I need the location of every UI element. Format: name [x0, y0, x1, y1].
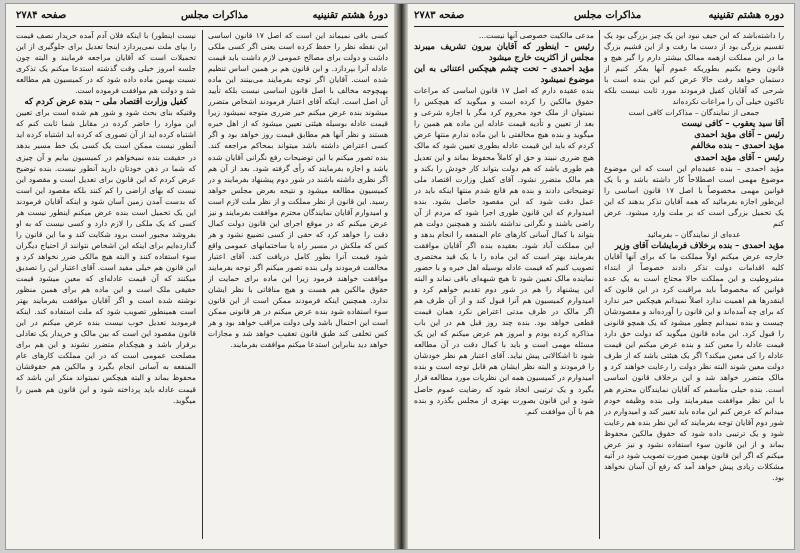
left-page-running-title: مذاکرات مجلس [181, 10, 249, 21]
right-col2-text-2: بنده عقیده دارم که اصل ۱۷ قانون اساسی که مراعات حقوق مالکین را کرده است و میگوید که هیچکس را نمیتوان از ملک خود محروم کرد مگر با اجازه شرعی و بعد از تعیین و تأدیه قیمت عادله این ماده هم همین را میگوید و بنده هیچ مخالفتی با این ماده ندارم منتها عرض کردم که باید این قیمت عادله بطوری تعیین شود که مالک هیچ ضرری نبیند و حق او کاملاً محفوظ بماند و این تعدیل هم طوری باشد که هم دولت بتواند کار خودش را بکند و هم مالک متضرر نشود. آقای کفیل وزارت اقتصاد ملی توضیحاتی دادند و بنده هم قانع شدم منتها اینکه باید در عمل دقت شود که این مقصود حاصل بشود. بنده امیدوارم که این قانون طوری اجرا شود که مردم از آن راضی باشند و نگرانی نداشته باشند و همچنین دولت هم بتواند با کمال آسانی کارهای عام المنفعه را انجام بدهد و این مملکت آباد شود. بعقیده بنده اگر آقایان موافقت بفرمایند بهتر است که این ماده را با یک قید مختصری تصویب کنیم که قیمت عادله بوسیله اهل خبره و با حضور نماینده مالک تعیین شود تا هیچ شبهه‌ای باقی نماند و البته این پیشنهاد را هم در شور دوم تقدیم خواهم کرد و امیدوارم کمیسیون هم آنرا قبول کند و از آن طرف هم اگر مالک در ظرف مدتی اعتراض نکرد همان قیمت قطعی خواهد بود. بنده چند روز قبل هم در این باب مذاکره کرده بودم و امروز هم عرض میکنم که این یک مسئله مهمی است و باید با کمال دقت در آن مطالعه شود تا اشکالاتی پیش نیاید. آقای اعتبار هم نظر خودشان را فرمودند و البته نظر ایشان هم قابل توجه است و بنده امیدوارم در کمیسیون همه این نظریات مورد مطالعه قرار بگیرد و یک ترتیبی اتخاذ شود که رضایت عموم حاصل شود و این قانون بصورت بهتری از مجلس بگذرد و بنده هم با آن موافقت کنم. [414, 86, 594, 416]
left-page-number: صفحه ۲۷۸۴ [16, 10, 67, 21]
right-page-column-2 [414, 30, 594, 543]
left-page [6, 4, 398, 549]
left-page-header [16, 10, 388, 27]
right-page-number: صفحه ۲۷۸۳ [414, 10, 465, 21]
left-page-column-1 [208, 30, 388, 543]
column-divider [599, 30, 600, 539]
speaker-heading: رئیس – اینطور که آقایان بیرون تشریف میبرند مجلس از اکثریت خارج میشود [414, 41, 594, 63]
right-col1-text: را داشته‌باشد که این حیف نبود این یک چیز بزرگی بود یک تقسیم بزرگی بود از دست ما رفت و از این قشیم بزرگ ما در این مملکت ازهمه ممالک بیشتر دارم را گیر هیچ و قانون وضع بکنیم بطوریکه عموم آنها بفکر کنیم از دستمان خواهد رفت حالا عرض کنم این بنده است با شرحی که آقایان کفیل فرمودند مورد ثابت نیست بلکه تاکنون خیلی آن را مراعات نکرده‌اند [604, 31, 784, 107]
speaker-heading: مؤید احمدی – بنده مخالفم [690, 140, 784, 151]
right-col1-text-5: خارجه عرض میکنم اولاً مملکت ما که برای آنها آقایان کلیه اقدامات دولت تذکر دادند خصوصاً از ابتداء مشروطیت و این مملکت حالا محتاج است به یک عده قوانین که مخصوصاً باید مراقبت کرد در این قانون که اینقدرها هم اهمیت ندارد اصلاً نمیدانم هیچکس خبر ندارد که برای چه آمده‌اند و این قانون را آورده‌اند و مقصودشان چیست و بنده نمیدانم چطور میشود که یک همچو قانونی را قبول کرد. این ماده قانون میگوید که دولت حق دارد قیمت عادله را معین کند و بنده عرض میکنم این قیمت عادله را کی معین میکند؟ اگر یک هیئتی باشد که از طرف دولت معین شوند البته نظر دولت را رعایت خواهند کرد و مالک متضرر خواهد شد و این برخلاف قانون اساسی است. بنده خیلی متأسفم که آقایان نمایندگان محترم هم با این نظر موافقت میفرمایند ولی بنده وظیفه خودم میدانم که عرض کنم این ماده باید تغییر کند و امیدوارم در شور دوم آقایان توجه بفرمایند که این نظر بنده هم رعایت شود و یک ترتیبی داده شود که حقوق مالکین محفوظ بماند و از این قانون سوء استفاده نشود و نیز عرض میکنم که اگر این قانون بهمین صورت تصویب شود در آتیه مشکلات زیادی پیش خواهد آمد که رفع آن آسان نخواهد بود. [604, 251, 784, 482]
speaker-heading: مؤید احمدی – تحت چشم هیچکس اعتنائی به این موضوع نمیشود [414, 63, 594, 85]
speaker-heading: رئیس – آقای مؤید احمدی [694, 151, 784, 162]
right-col1-text-4: مؤید احمدی – بنده عقیده‌ام این است که این موضوع موضوع مهمی است اصطلاحاً کار داشته باشد و با یک قوانین مهمی مخصوصاً با اصل ۱۷ قانون اساسی را این‌طور اجازه بفرمائید که همه آقایان تذکر بدهند که این یک تحمیل بزرگی است که بر ملت وارد میشود. عرض کنم [604, 163, 784, 228]
right-col1-text-2: جمعی از نمایندگان – مذاکرات کافی است [628, 108, 760, 118]
speaker-heading: مؤید احمدی – بنده برخلاف فرمایشات آقای وزیر [614, 239, 784, 250]
left-col2-text-2: وقتیکه بنای بحث شود و شور هم شده است برای تعیین این موارد را حاضر کرده در مقابل شما ثابت کنم که اشتباه کرده اید از آن تصوری که کرده اید اشتباه کرده اید آنطور نیست ممکن است یک کسی یک خط مسیر بدهد در حقیقت بنده نمیخواهم در کمیسیون بیایم و آن چیزی که شما در ذهن خودتان دارید آنطور نیست. بنده توضیح عرض کردم که این قانون برای تعدیل است و مقصود این نیست که بهای اراضی را کم کنند بلکه مقصود این است که بدست آمدن زمین آسان شود و اینکه آقایان فرمودند این یک تحمیل است بنده عرض میکنم اینطور نیست هر کسی که یک ملکی را لازم دارد و کسی نیست که به او بفروشد مجبور است برود شکایت کند و ما این قانون را گذارده‌ایم برای اینکه این اشخاص نتوانند از احتیاج دیگران سوء استفاده کنند و البته هیچ مالکی ضرر نخواهد کرد و این قانون هم خیلی مفید است. آقای اعتبار این را تصدیق میکنند که آن قیمت عادله‌ای که معین میشود قیمت حقیقی ملک است و این ماده هم برای همین منظور نوشته شده است و اگر آقایان موافقت بفرمایند بهتر است همینطور تصویب شود که ملت استفاده کند. اینکه فرمودید تعدیل خوب نیست بنده عرض میکنم در این قانون مقصود این است که بین مالک و خریدار یک تعادلی برقرار باشد و هیچکدام متضرر نشوند و این هم برای مصلحت عمومی است که در این مملکت کارهای عام المنفعه به آسانی انجام بگیرد و مالکین هم حقوقشان محفوظ بماند و البته هیچکس نمیتواند منکر این باشد که قیمت عادله باید پرداخته شود و این قانون هم همین را میگوید. [16, 108, 196, 405]
left-page-session: دورهٔ هشتم تقنینیه [312, 10, 388, 21]
right-page-column-1 [604, 30, 784, 543]
speaker-heading: رئیس – آقای مؤید احمدی [694, 129, 784, 140]
column-divider [202, 30, 203, 539]
right-col2-text: مدعی مالکیت خصوصی آنها نیست... [478, 31, 594, 40]
left-col1-text: کسی باقی نمیماند این است که اصل ۱۷ قانون اساسی این نقطه نظر را حفظ کرده است یعنی اگر کسی ملکی داشت و دولت برای مصالح عمومی لازم داشت باید قیمت عادله آنرا بپردازد. و این قانون هم بر همین اساس تنظیم شده است. آقایان اگر توجه بفرمایند می‌بینند این ماده بهیچوجه مخالف با اصل قانون اساسی نیست بلکه تأیید آن اصل است. اینکه آقای اعتبار فرمودند اشخاص متضرر میشوند بنده عرض میکنم خیر ضرری متوجه نمیشود زیرا قیمت عادله بوسیله هیئتی تعیین میشود که از اهل خبره هستند و نظر آنها هم مطابق قیمت روز خواهد بود و اگر کسی اعتراض داشته باشد میتواند بمحاکم مراجعه کند. بنده تصور میکنم با این توضیحات رفع نگرانی آقایان شده باشد و اجازه بفرمایند که رأی گرفته شود. بعد از آن هم اگر نظری داشته باشند در شور دوم پیشنهاد بفرمایند و در کمیسیون مطالعه میشود و نتیجه بعرض مجلس خواهد رسید. این قانون از نظر مملکت و از نظر ملت لازم است و امیدوارم آقایان نمایندگان محترم موافقت بفرمایند و نیز عرض میکنم که در موقع اجرای این قانون دولت کمال دقت را خواهد کرد که حقی از کسی تضییع نشود و هر کس که ملکش در مسیر راه یا ساختمانهای عمومی واقع شود قیمت آنرا بطور کامل دریافت کند. آقای اعتبار مخالفت فرمودند ولی بنده تصور میکنم اگر توجه بفرمایند موافقت خواهند فرمود زیرا این ماده برای حمایت از حقوق مالکین هم هست و هیچ منافاتی با نظر ایشان ندارد. همچنین اینکه فرمودند ممکن است از این قانون سوء استفاده شود بنده عرض میکنم در هر قانونی ممکن است این احتمال باشد ولی دولت مراقب خواهد بود و هر کس تخلفی کند طبق قانون تعقیب خواهد شد و مجازات خواهد دید بنابراین استدعا میکنم موافقت بفرمایند. [208, 31, 388, 350]
right-col1-aside: عده‌ای از نمایندگان – بفرمائید [647, 229, 741, 239]
right-page-session: دوره هشتم تقنینیه [708, 10, 784, 21]
right-page [404, 4, 794, 549]
speaker-heading: کفیل وزارت اقتصاد ملی – بنده عرض کردم که [24, 96, 188, 107]
left-col2-text: نیست اینطور) با اینکه فلان آدم آمده خریدار نصف قیمت را بپای ملت نمی‌پردازد اینجا تعدیل برای جلوگیری از این تحمیلات است که آقایان مراجعه فرمایند و البته چون جلسه امروز خیلی وقت گذشته استدعا میکنم یک تذکری نسبت بهمین ماده داده شود که در کمیسیون هم مطالعه شد و دولت هم موافقت فرموده است. [16, 31, 196, 96]
speaker-heading: آقا سید یعقوب – کافی نیست [681, 118, 784, 129]
right-page-header [414, 10, 784, 27]
book-spread [6, 4, 794, 549]
left-page-column-2 [16, 30, 196, 543]
right-page-running-title: مذاکرات مجلس [574, 10, 642, 21]
